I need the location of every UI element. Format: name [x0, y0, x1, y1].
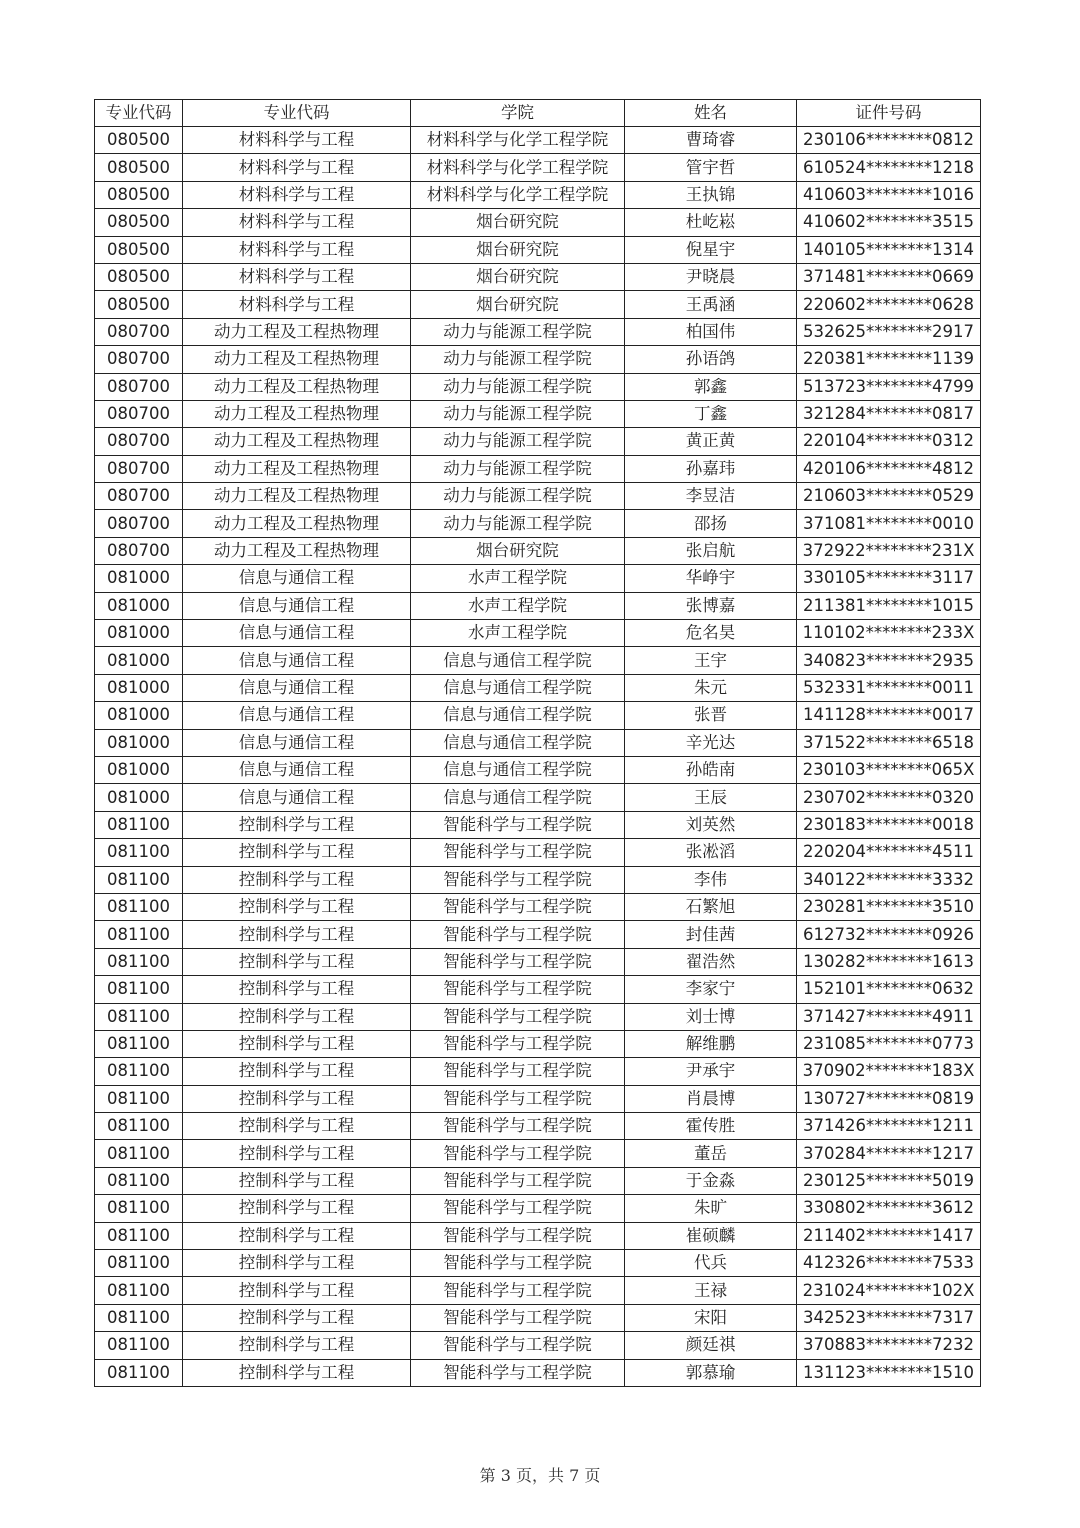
id-number-cell: 110102********233X: [797, 620, 981, 647]
major-name-cell: 材料科学与工程: [183, 236, 411, 263]
table-row: [95, 756, 981, 783]
id-number-cell: 231024********102X: [797, 1277, 981, 1304]
id-number-cell: 220381********1139: [797, 346, 981, 373]
major-name-cell: 材料科学与工程: [183, 181, 411, 208]
major-code-cell: 080700: [95, 373, 183, 400]
college-cell: 智能科学与工程学院: [411, 921, 625, 948]
id-number-cell: 141128********0017: [797, 702, 981, 729]
id-number-cell: 532625********2917: [797, 318, 981, 345]
name-cell: 石繁旭: [625, 893, 797, 920]
college-cell: 动力与能源工程学院: [411, 346, 625, 373]
table-row: [95, 455, 981, 482]
name-cell: 张凇滔: [625, 839, 797, 866]
id-number-cell: 371427********4911: [797, 1003, 981, 1030]
table-row: [95, 154, 981, 181]
name-cell: 华峥宇: [625, 565, 797, 592]
table-row: [95, 1030, 981, 1057]
table-row: [95, 1222, 981, 1249]
major-name-cell: 控制科学与工程: [183, 866, 411, 893]
major-name-cell: 控制科学与工程: [183, 811, 411, 838]
name-cell: 张启航: [625, 537, 797, 564]
college-cell: 水声工程学院: [411, 592, 625, 619]
name-cell: 危名昊: [625, 620, 797, 647]
table-row: [95, 1113, 981, 1140]
table-row: [95, 1250, 981, 1277]
major-name-cell: 材料科学与工程: [183, 263, 411, 290]
name-cell: 刘英然: [625, 811, 797, 838]
major-name-cell: 动力工程及工程热物理: [183, 318, 411, 345]
name-cell: 丁鑫: [625, 400, 797, 427]
table-row: [95, 1277, 981, 1304]
name-cell: 黄正黄: [625, 428, 797, 455]
major-code-cell: 081100: [95, 1277, 183, 1304]
major-name-cell: 控制科学与工程: [183, 1003, 411, 1030]
table-row: [95, 483, 981, 510]
id-number-cell: 371481********0669: [797, 263, 981, 290]
id-number-cell: 231085********0773: [797, 1030, 981, 1057]
major-name-cell: 控制科学与工程: [183, 1167, 411, 1194]
id-number-cell: 140105********1314: [797, 236, 981, 263]
college-cell: 智能科学与工程学院: [411, 948, 625, 975]
college-cell: 智能科学与工程学院: [411, 1277, 625, 1304]
id-number-cell: 370883********7232: [797, 1332, 981, 1359]
major-code-cell: 081000: [95, 702, 183, 729]
table-row: [95, 1332, 981, 1359]
id-number-cell: 513723********4799: [797, 373, 981, 400]
table-row: [95, 127, 981, 154]
major-name-cell: 动力工程及工程热物理: [183, 455, 411, 482]
table-row: [95, 510, 981, 537]
major-name-cell: 控制科学与工程: [183, 1195, 411, 1222]
table-row: [95, 729, 981, 756]
college-cell: 智能科学与工程学院: [411, 976, 625, 1003]
college-cell: 智能科学与工程学院: [411, 1195, 625, 1222]
id-number-cell: 412326********7533: [797, 1250, 981, 1277]
major-name-cell: 控制科学与工程: [183, 1222, 411, 1249]
college-cell: 智能科学与工程学院: [411, 893, 625, 920]
header-id-number: 证件号码: [797, 100, 981, 127]
table-row: [95, 1058, 981, 1085]
college-cell: 智能科学与工程学院: [411, 1113, 625, 1140]
major-name-cell: 控制科学与工程: [183, 1250, 411, 1277]
name-cell: 柏国伟: [625, 318, 797, 345]
name-cell: 张博嘉: [625, 592, 797, 619]
major-name-cell: 控制科学与工程: [183, 1030, 411, 1057]
major-code-cell: 080700: [95, 455, 183, 482]
table-row: [95, 263, 981, 290]
college-cell: 信息与通信工程学院: [411, 647, 625, 674]
major-code-cell: 081100: [95, 1030, 183, 1057]
name-cell: 李伟: [625, 866, 797, 893]
id-number-cell: 152101********0632: [797, 976, 981, 1003]
college-cell: 动力与能源工程学院: [411, 318, 625, 345]
table-row: [95, 620, 981, 647]
major-name-cell: 信息与通信工程: [183, 647, 411, 674]
name-cell: 解维鹏: [625, 1030, 797, 1057]
name-cell: 于金淼: [625, 1167, 797, 1194]
name-cell: 王禹涵: [625, 291, 797, 318]
major-code-cell: 081100: [95, 839, 183, 866]
college-cell: 智能科学与工程学院: [411, 1250, 625, 1277]
major-code-cell: 080500: [95, 291, 183, 318]
college-cell: 智能科学与工程学院: [411, 1085, 625, 1112]
college-cell: 烟台研究院: [411, 291, 625, 318]
table-row: [95, 647, 981, 674]
name-cell: 封佳茜: [625, 921, 797, 948]
name-cell: 董岳: [625, 1140, 797, 1167]
table-row: [95, 1359, 981, 1386]
major-code-cell: 080500: [95, 236, 183, 263]
name-cell: 孙皓南: [625, 756, 797, 783]
name-cell: 翟浩然: [625, 948, 797, 975]
major-name-cell: 动力工程及工程热物理: [183, 400, 411, 427]
id-number-cell: 372922********231X: [797, 537, 981, 564]
major-name-cell: 控制科学与工程: [183, 1140, 411, 1167]
major-name-cell: 动力工程及工程热物理: [183, 373, 411, 400]
college-cell: 动力与能源工程学院: [411, 373, 625, 400]
major-code-cell: 081100: [95, 1304, 183, 1331]
table-row: [95, 346, 981, 373]
major-name-cell: 控制科学与工程: [183, 976, 411, 1003]
major-code-cell: 081100: [95, 1140, 183, 1167]
college-cell: 信息与通信工程学院: [411, 702, 625, 729]
id-number-cell: 420106********4812: [797, 455, 981, 482]
id-number-cell: 131123********1510: [797, 1359, 981, 1386]
name-cell: 宋阳: [625, 1304, 797, 1331]
major-code-cell: 080700: [95, 537, 183, 564]
id-number-cell: 130282********1613: [797, 948, 981, 975]
major-code-cell: 080500: [95, 181, 183, 208]
id-number-cell: 210603********0529: [797, 483, 981, 510]
major-name-cell: 材料科学与工程: [183, 154, 411, 181]
college-cell: 烟台研究院: [411, 263, 625, 290]
id-number-cell: 610524********1218: [797, 154, 981, 181]
major-name-cell: 材料科学与工程: [183, 209, 411, 236]
header-college: 学院: [411, 100, 625, 127]
major-name-cell: 控制科学与工程: [183, 893, 411, 920]
major-code-cell: 081100: [95, 1113, 183, 1140]
name-cell: 倪星宇: [625, 236, 797, 263]
major-code-cell: 081000: [95, 729, 183, 756]
id-number-cell: 410602********3515: [797, 209, 981, 236]
name-cell: 朱旷: [625, 1195, 797, 1222]
major-code-cell: 081100: [95, 1058, 183, 1085]
table-row: [95, 839, 981, 866]
major-code-cell: 080500: [95, 209, 183, 236]
name-cell: 霍传胜: [625, 1113, 797, 1140]
id-number-cell: 612732********0926: [797, 921, 981, 948]
name-cell: 崔硕麟: [625, 1222, 797, 1249]
table-row: [95, 592, 981, 619]
major-code-cell: 080700: [95, 400, 183, 427]
id-number-cell: 340122********3332: [797, 866, 981, 893]
college-cell: 水声工程学院: [411, 565, 625, 592]
major-name-cell: 动力工程及工程热物理: [183, 537, 411, 564]
major-code-cell: 081100: [95, 921, 183, 948]
major-code-cell: 081100: [95, 1195, 183, 1222]
id-number-cell: 330802********3612: [797, 1195, 981, 1222]
table-row: [95, 1304, 981, 1331]
college-cell: 信息与通信工程学院: [411, 674, 625, 701]
major-code-cell: 081100: [95, 893, 183, 920]
college-cell: 智能科学与工程学院: [411, 1140, 625, 1167]
id-number-cell: 230281********3510: [797, 893, 981, 920]
table-row: [95, 674, 981, 701]
table-body: [95, 127, 981, 1387]
name-cell: 尹晓晨: [625, 263, 797, 290]
table-row: [95, 784, 981, 811]
college-cell: 动力与能源工程学院: [411, 400, 625, 427]
major-code-cell: 080700: [95, 428, 183, 455]
header-major-name: 专业代码: [183, 100, 411, 127]
major-name-cell: 控制科学与工程: [183, 921, 411, 948]
major-code-cell: 080500: [95, 154, 183, 181]
college-cell: 动力与能源工程学院: [411, 483, 625, 510]
college-cell: 水声工程学院: [411, 620, 625, 647]
major-code-cell: 081100: [95, 1003, 183, 1030]
major-name-cell: 控制科学与工程: [183, 1085, 411, 1112]
name-cell: 王宇: [625, 647, 797, 674]
id-number-cell: 230702********0320: [797, 784, 981, 811]
id-number-cell: 371426********1211: [797, 1113, 981, 1140]
table-row: [95, 209, 981, 236]
name-cell: 王执锦: [625, 181, 797, 208]
table-row: [95, 1167, 981, 1194]
table-row: [95, 373, 981, 400]
major-code-cell: 081000: [95, 674, 183, 701]
id-number-cell: 532331********0011: [797, 674, 981, 701]
major-name-cell: 信息与通信工程: [183, 620, 411, 647]
id-number-cell: 371081********0010: [797, 510, 981, 537]
name-cell: 代兵: [625, 1250, 797, 1277]
major-name-cell: 信息与通信工程: [183, 784, 411, 811]
major-code-cell: 081100: [95, 811, 183, 838]
page-footer: 第 3 页，共 7 页: [479, 1466, 601, 1485]
major-name-cell: 控制科学与工程: [183, 1304, 411, 1331]
name-cell: 肖晨博: [625, 1085, 797, 1112]
table-row: [95, 976, 981, 1003]
table-row: [95, 428, 981, 455]
name-cell: 颜廷祺: [625, 1332, 797, 1359]
major-code-cell: 081000: [95, 784, 183, 811]
name-cell: 管宇哲: [625, 154, 797, 181]
table-row: [95, 537, 981, 564]
major-code-cell: 080700: [95, 318, 183, 345]
id-number-cell: 220602********0628: [797, 291, 981, 318]
major-name-cell: 控制科学与工程: [183, 1277, 411, 1304]
major-code-cell: 081100: [95, 1222, 183, 1249]
major-code-cell: 080500: [95, 127, 183, 154]
college-cell: 材料科学与化学工程学院: [411, 154, 625, 181]
name-cell: 杜屹崧: [625, 209, 797, 236]
id-number-cell: 370284********1217: [797, 1140, 981, 1167]
id-number-cell: 220104********0312: [797, 428, 981, 455]
table-row: [95, 702, 981, 729]
major-code-cell: 081100: [95, 1085, 183, 1112]
college-cell: 动力与能源工程学院: [411, 510, 625, 537]
table-row: [95, 400, 981, 427]
name-cell: 李昱洁: [625, 483, 797, 510]
major-code-cell: 081100: [95, 1167, 183, 1194]
id-number-cell: 220204********4511: [797, 839, 981, 866]
major-name-cell: 动力工程及工程热物理: [183, 428, 411, 455]
major-name-cell: 动力工程及工程热物理: [183, 483, 411, 510]
name-cell: 王禄: [625, 1277, 797, 1304]
college-cell: 烟台研究院: [411, 209, 625, 236]
major-name-cell: 控制科学与工程: [183, 839, 411, 866]
major-name-cell: 动力工程及工程热物理: [183, 510, 411, 537]
major-name-cell: 控制科学与工程: [183, 1332, 411, 1359]
table-row: [95, 236, 981, 263]
header-name: 姓名: [625, 100, 797, 127]
college-cell: 智能科学与工程学院: [411, 1030, 625, 1057]
name-cell: 李家宁: [625, 976, 797, 1003]
major-name-cell: 动力工程及工程热物理: [183, 346, 411, 373]
major-code-cell: 081100: [95, 976, 183, 1003]
major-code-cell: 081100: [95, 1359, 183, 1386]
id-number-cell: 211402********1417: [797, 1222, 981, 1249]
major-name-cell: 控制科学与工程: [183, 1359, 411, 1386]
name-cell: 邵扬: [625, 510, 797, 537]
id-number-cell: 342523********7317: [797, 1304, 981, 1331]
major-name-cell: 信息与通信工程: [183, 702, 411, 729]
id-number-cell: 230103********065X: [797, 756, 981, 783]
college-cell: 智能科学与工程学院: [411, 811, 625, 838]
college-cell: 烟台研究院: [411, 537, 625, 564]
id-number-cell: 340823********2935: [797, 647, 981, 674]
id-number-cell: 130727********0819: [797, 1085, 981, 1112]
college-cell: 智能科学与工程学院: [411, 1058, 625, 1085]
name-cell: 孙语鸽: [625, 346, 797, 373]
major-code-cell: 081000: [95, 565, 183, 592]
id-number-cell: 410603********1016: [797, 181, 981, 208]
id-number-cell: 230125********5019: [797, 1167, 981, 1194]
college-cell: 智能科学与工程学院: [411, 866, 625, 893]
college-cell: 信息与通信工程学院: [411, 784, 625, 811]
table-row: [95, 811, 981, 838]
name-cell: 孙嘉玮: [625, 455, 797, 482]
major-name-cell: 信息与通信工程: [183, 674, 411, 701]
table-row: [95, 291, 981, 318]
major-code-cell: 080700: [95, 346, 183, 373]
college-cell: 智能科学与工程学院: [411, 1167, 625, 1194]
table-row: [95, 1003, 981, 1030]
name-cell: 尹承宇: [625, 1058, 797, 1085]
name-cell: 刘士博: [625, 1003, 797, 1030]
college-cell: 智能科学与工程学院: [411, 1332, 625, 1359]
college-cell: 烟台研究院: [411, 236, 625, 263]
major-code-cell: 080500: [95, 263, 183, 290]
name-cell: 郭慕瑜: [625, 1359, 797, 1386]
major-name-cell: 控制科学与工程: [183, 1058, 411, 1085]
name-cell: 朱元: [625, 674, 797, 701]
major-name-cell: 材料科学与工程: [183, 127, 411, 154]
major-name-cell: 信息与通信工程: [183, 729, 411, 756]
name-cell: 张晋: [625, 702, 797, 729]
major-code-cell: 081000: [95, 647, 183, 674]
major-code-cell: 081100: [95, 1332, 183, 1359]
table-row: [95, 181, 981, 208]
id-number-cell: 371522********6518: [797, 729, 981, 756]
id-number-cell: 370902********183X: [797, 1058, 981, 1085]
college-cell: 材料科学与化学工程学院: [411, 127, 625, 154]
id-number-cell: 211381********1015: [797, 592, 981, 619]
college-cell: 智能科学与工程学院: [411, 1003, 625, 1030]
header-major-code: 专业代码: [95, 100, 183, 127]
table-header-row: [95, 100, 981, 127]
major-code-cell: 080700: [95, 483, 183, 510]
college-cell: 动力与能源工程学院: [411, 428, 625, 455]
college-cell: 智能科学与工程学院: [411, 839, 625, 866]
table-row: [95, 1195, 981, 1222]
name-cell: 王辰: [625, 784, 797, 811]
id-number-cell: 321284********0817: [797, 400, 981, 427]
table-row: [95, 1085, 981, 1112]
college-cell: 材料科学与化学工程学院: [411, 181, 625, 208]
major-name-cell: 信息与通信工程: [183, 756, 411, 783]
table-row: [95, 893, 981, 920]
major-name-cell: 材料科学与工程: [183, 291, 411, 318]
major-code-cell: 081100: [95, 1250, 183, 1277]
major-code-cell: 081000: [95, 592, 183, 619]
student-list-table: [94, 99, 981, 1387]
id-number-cell: 230183********0018: [797, 811, 981, 838]
table-row: [95, 1140, 981, 1167]
name-cell: 曹琦睿: [625, 127, 797, 154]
major-code-cell: 081000: [95, 620, 183, 647]
name-cell: 辛光达: [625, 729, 797, 756]
college-cell: 动力与能源工程学院: [411, 455, 625, 482]
college-cell: 信息与通信工程学院: [411, 756, 625, 783]
major-code-cell: 080700: [95, 510, 183, 537]
major-name-cell: 控制科学与工程: [183, 948, 411, 975]
college-cell: 信息与通信工程学院: [411, 729, 625, 756]
table-row: [95, 948, 981, 975]
college-cell: 智能科学与工程学院: [411, 1304, 625, 1331]
table-row: [95, 565, 981, 592]
major-code-cell: 081100: [95, 866, 183, 893]
table-row: [95, 921, 981, 948]
major-code-cell: 081100: [95, 948, 183, 975]
major-name-cell: 信息与通信工程: [183, 565, 411, 592]
id-number-cell: 330105********3117: [797, 565, 981, 592]
major-code-cell: 081000: [95, 756, 183, 783]
table-row: [95, 866, 981, 893]
college-cell: 智能科学与工程学院: [411, 1222, 625, 1249]
name-cell: 郭鑫: [625, 373, 797, 400]
major-name-cell: 信息与通信工程: [183, 592, 411, 619]
table-row: [95, 318, 981, 345]
id-number-cell: 230106********0812: [797, 127, 981, 154]
college-cell: 智能科学与工程学院: [411, 1359, 625, 1386]
major-name-cell: 控制科学与工程: [183, 1113, 411, 1140]
